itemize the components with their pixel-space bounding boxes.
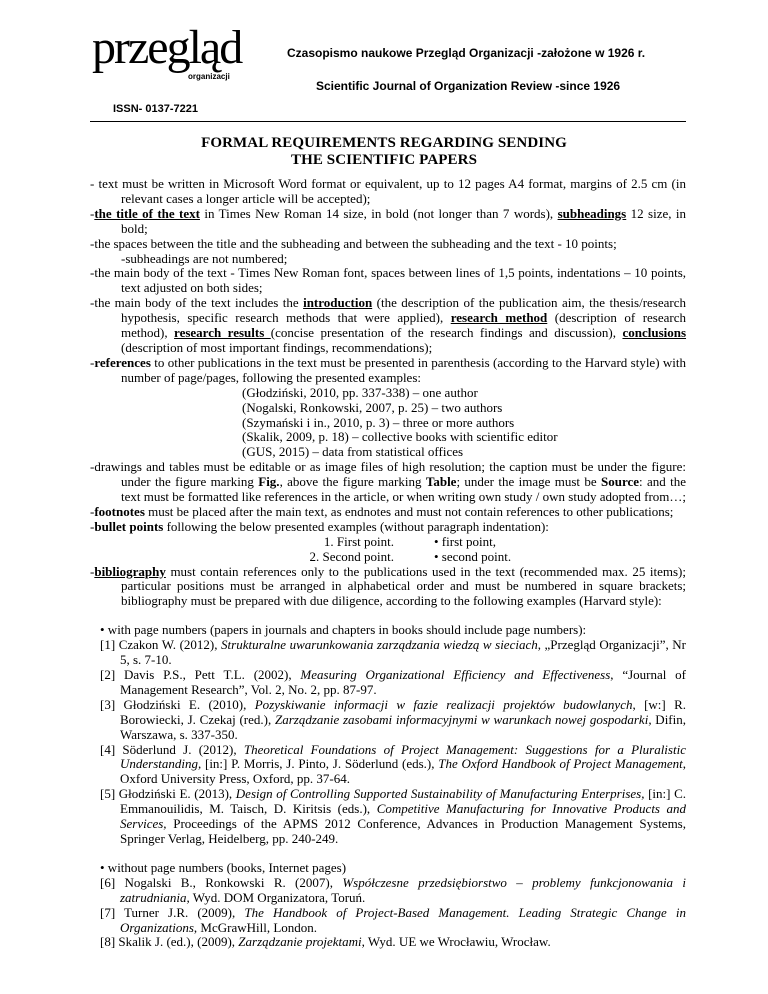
header-divider bbox=[90, 121, 686, 122]
bullet-example-row: 2. Second point. • second point. bbox=[309, 548, 512, 564]
req-bullets: -bullet points following the below presented examples (without paragraph indentation): bbox=[90, 518, 549, 534]
bibliography-item: [8] Skalik J. (ed.), (2009), Zarządzanie projektami, Wyd. UE we Wrocławiu, Wrocław. bbox=[100, 934, 551, 950]
page-title-line1: FORMAL REQUIREMENTS REGARDING SENDING bbox=[201, 135, 567, 151]
reference-example: (Skalik, 2009, p. 18) – collective books with scientific editor bbox=[242, 429, 558, 445]
journal-name-english: Scientific Journal of Organization Review -since 1926 bbox=[316, 79, 621, 93]
req-structure: -the main body of the text includes the introduction (the description of the publication aim, the thesis/research hypothesis, specific research methods that were applied), research method (description of research method), research results (concise presentation of the research findings and discussion), conclusions (description of most important findings, recommendations); bbox=[90, 295, 687, 355]
req-spacing: -the spaces between the title and the subheading and between the subheading and the text - 10 points; -subheadings are not numbered; bbox=[90, 235, 617, 266]
logo-subtext: organizacji bbox=[188, 72, 230, 81]
bibliography-item: [6] Nogalski B., Ronkowski R. (2007), Współczesne przedsiębiorstwo – problemy funkcjonowania i zatrudniania, Wyd. DOM Organizatora, Toruń. bbox=[100, 874, 686, 905]
issn-number: ISSN- 0137-7221 bbox=[113, 103, 198, 115]
req-footnotes: -footnotes must be placed after the main text, as endnotes and must not contain references to other publications; bbox=[90, 503, 674, 519]
logo-word: przegląd bbox=[92, 21, 242, 74]
journal-logo bbox=[92, 21, 252, 82]
reference-example: (GUS, 2015) – data from statistical offices bbox=[242, 444, 464, 460]
bibliography-item: [5] Głodziński E. (2013), Design of Controlling Supported Sustainability of Manufacturing Enterprises, [in:] C. Emmanouilidis, M. Taisch, D. Kiritsis (eds.), Competitive Manufacturing for Innovative Products and Services, Proceedings of the APMS 2012 Conference, Advances in Production Management Systems, Springer Verlag, Heidelberg, pp. 240-249. bbox=[100, 786, 687, 846]
bibliography-item: [3] Głodziński E. (2010), Pozyskiwanie informacji w fazie realizacji projektów budowlanych, [w:] R. Borowiecki, J. Czekaj (red.), Zarządzanie zasobami informacyjnymi w warunkach nowej gospodarki, Difin, Warszawa, s. 337-350. bbox=[100, 696, 687, 742]
page-title-line2: THE SCIENTIFIC PAPERS bbox=[290, 152, 478, 168]
reference-example: (Szymański i in., 2010, p. 3) – three or more authors bbox=[242, 414, 515, 430]
reference-example: (Nogalski, Ronkowski, 2007, p. 25) – two authors bbox=[242, 399, 503, 415]
requirements-body bbox=[90, 177, 686, 950]
bullet-example-row: 1. First point. • first point, bbox=[323, 533, 496, 549]
req-figures: -drawings and tables must be editable or as image files of high resolution; the caption must be under the figure: under the figure marking Fig., above the figure marking Table; under the image must be Source: and the text must be formatted like references in the article, or when writing own study / own study adopted from…; bbox=[90, 459, 686, 505]
req-body-font: -the main body of the text - Times New Roman font, spaces between lines of 1,5 points, indentations – 10 points, text adjusted on both sides; bbox=[90, 265, 686, 296]
req-bibliography: -bibliography must contain references only to the publications used in the text (recommended max. 25 items); particular positions must be arranged in alphabetical order and must be numbered in square brackets; bibliography must be prepared with due diligence, according to the following examples (Harvard style): bbox=[90, 563, 686, 609]
bibliography-group-heading: • without page numbers (books, Internet pages) bbox=[100, 859, 347, 875]
bibliography-group-heading: • with page numbers (papers in journals and chapters in books should include page numbers): bbox=[100, 622, 587, 638]
bibliography-item: [1] Czakon W. (2012), Strukturalne uwarunkowania zarządzania wiedzą w sieciach, „Przegląd Organizacji”, Nr 5, s. 7-10. bbox=[100, 637, 686, 668]
req-references: -references to other publications in the text must be presented in parenthesis (according to the Harvard style) with number of page/pages, following the presented examples: bbox=[90, 354, 686, 385]
bibliography-item: [4] Söderlund J. (2012), Theoretical Foundations of Project Management: Suggestions for a Pluralistic Understanding, [in:] P. Morris, J. Pinto, J. Söderlund (eds.), The Oxford Handbook of Project Management, Oxford University Press, Oxford, pp. 37-64. bbox=[100, 741, 686, 787]
bibliography-item: [7] Turner J.R. (2009), The Handbook of Project-Based Management. Leading Strategic Change in Organizations, McGrawHill, London. bbox=[100, 904, 686, 935]
bibliography-item: [2] Davis P.S., Pett T.L. (2002), Measuring Organizational Efficiency and Effectiveness, “Journal of Management Research”, Vol. 2, No. 2, pp. 87-97. bbox=[100, 667, 686, 697]
req-format: - text must be written in Microsoft Word format or equivalent, up to 12 pages A4 format, margins of 2.5 cm (in relevant cases a longer article will be accepted); bbox=[90, 176, 686, 206]
journal-name-polish: Czasopismo naukowe Przegląd Organizacji -założone w 1926 r. bbox=[287, 46, 646, 60]
req-title: -the title of the text in Times New Roman 14 size, in bold (not longer than 7 words), subheadings 12 size, in bold; bbox=[90, 205, 686, 236]
reference-example: (Głodziński, 2010, pp. 337-338) – one author bbox=[242, 384, 478, 400]
